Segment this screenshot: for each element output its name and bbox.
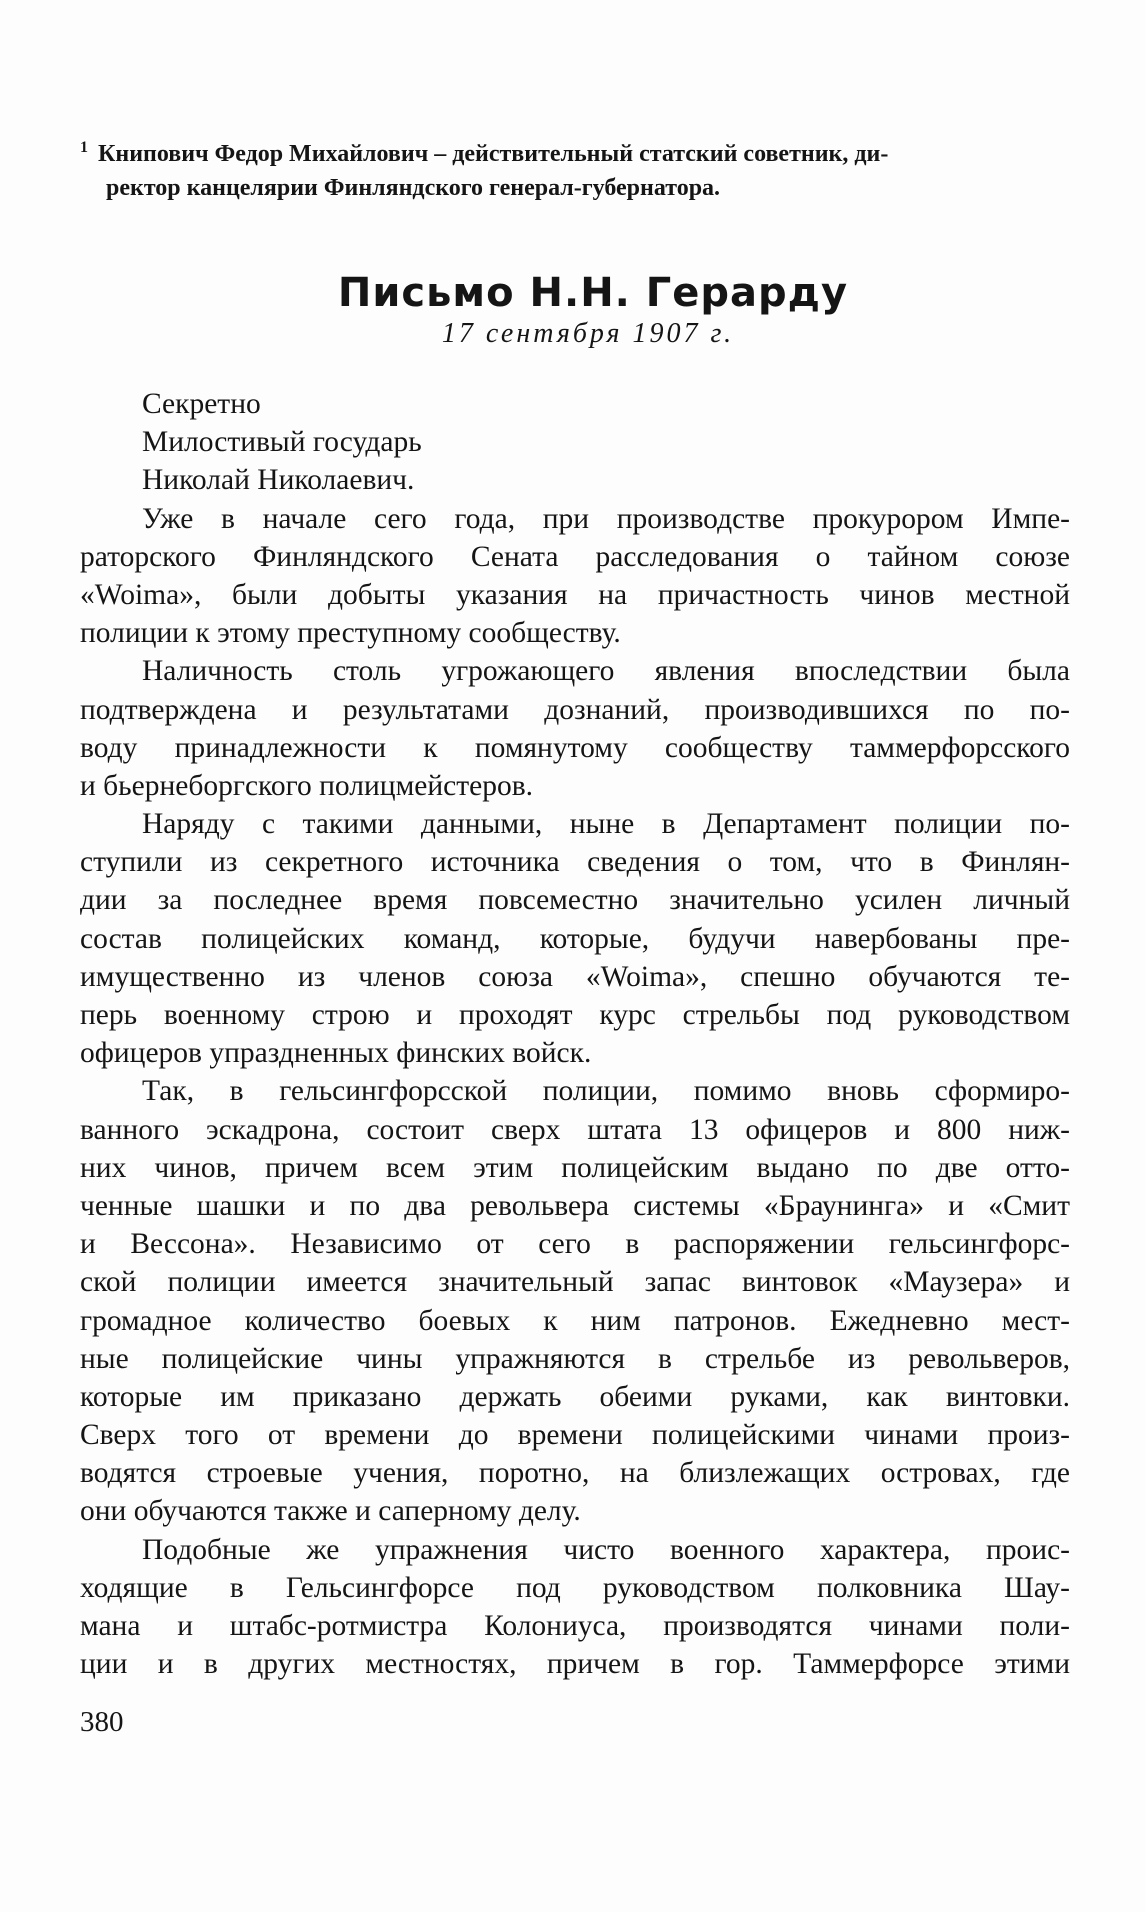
salutation-line: Секретно bbox=[142, 388, 261, 420]
text-line: ходящие в Гельсингфорсе под руководством полковника Шау- bbox=[80, 1571, 1070, 1604]
footnote-marker: 1 bbox=[80, 139, 88, 156]
letter-title: Письмо Н.Н. Герарду bbox=[337, 270, 849, 316]
text-line: «Woima», были добыты указания на причастность чинов местной bbox=[80, 578, 1070, 611]
paragraph-2 bbox=[80, 652, 1070, 805]
paragraph-3 bbox=[80, 805, 1070, 1072]
text-line: Уже в начале сего года, при производстве прокурором Импе- bbox=[142, 502, 1070, 535]
salutation-line: Милостивый государь bbox=[142, 426, 422, 459]
text-line: Наличность столь угрожающего явления впоследствии была bbox=[142, 655, 1070, 688]
paragraph-5 bbox=[80, 1531, 1070, 1684]
letter-body bbox=[80, 385, 1070, 1683]
footnote-line bbox=[80, 131, 1070, 171]
text-line: полиции к этому преступному сообществу. bbox=[80, 617, 621, 650]
text-line: Сверх того от времени до времени полицейскими чинами произ- bbox=[80, 1419, 1070, 1452]
text-line: ции и в других местностях, причем в гор. Таммерфорсе этими bbox=[80, 1648, 1070, 1681]
salutation-line: Николай Николаевич. bbox=[142, 464, 415, 497]
text-line: громадное количество боевых к ним патронов. Ежедневно мест- bbox=[80, 1304, 1070, 1337]
text-line: имущественно из членов союза «Woima», спешно обучаются те- bbox=[80, 960, 1070, 993]
footnote-line: ректор канцелярии Финляндского генерал-губернатора. bbox=[106, 175, 721, 201]
text-line: ской полиции имеется значительный запас винтовок «Маузера» и bbox=[80, 1266, 1070, 1299]
text-line: водятся строевые учения, поротно, на близлежащих островах, где bbox=[80, 1457, 1070, 1490]
text-line: мана и штабс-ротмистра Колониуса, производятся чинами поли- bbox=[80, 1610, 1070, 1642]
text-line: состав полицейских команд, которые, будучи навербованы пре- bbox=[80, 922, 1070, 955]
text-line: ченные шашки и по два револьвера системы «Браунинга» и «Смит bbox=[80, 1189, 1070, 1222]
text-line: и бьернеборгского полицмейстеров. bbox=[80, 769, 534, 802]
paragraph-1 bbox=[80, 500, 1070, 653]
text-line: которые им приказано держать обеими руками, как винтовки. bbox=[80, 1380, 1070, 1413]
text-line: раторского Финляндского Сената расследования о тайном союзе bbox=[80, 540, 1070, 573]
text-line: ные полицейские чины упражняются в стрельбе из револьверов, bbox=[80, 1342, 1070, 1375]
text-line: них чинов, причем всем этим полицейским выдано по две отто- bbox=[80, 1151, 1070, 1184]
letter-date: 17 сентября 1907 г. bbox=[441, 318, 735, 349]
text-line: ванного эскадрона, состоит сверх штата 13 офицеров и 800 ниж- bbox=[80, 1113, 1070, 1146]
text-line: Наряду с такими данными, ныне в Департамент полиции по- bbox=[142, 808, 1070, 841]
text-line: подтверждена и результатами дознаний, производившихся по по- bbox=[80, 693, 1070, 726]
footnote bbox=[80, 131, 1070, 205]
text-line: офицеров упраздненных финских войск. bbox=[80, 1037, 592, 1070]
text-line: дии за последнее время повсеместно значительно усилен личный bbox=[80, 884, 1070, 917]
page-number: 380 bbox=[80, 1706, 124, 1738]
text-line: ступили из секретного источника сведения о том, что в Финлян- bbox=[80, 846, 1070, 879]
text-line: Так, в гельсингфорсской полиции, помимо вновь сформиро- bbox=[142, 1075, 1070, 1108]
text-line: воду принадлежности к помянутому сообществу таммерфорсского bbox=[80, 731, 1070, 764]
text-line: и Вессона». Независимо от сего в распоряжении гельсингфорс- bbox=[80, 1228, 1070, 1261]
text-line: перь военному строю и проходят курс стрельбы под руководством bbox=[80, 999, 1070, 1031]
text-line: Подобные же упражнения чисто военного характера, проис- bbox=[142, 1533, 1070, 1566]
paragraph-4 bbox=[80, 1072, 1070, 1530]
footnote-text: Книпович Федор Михайлович – действительный статский советник, ди- bbox=[98, 141, 889, 167]
text-line: они обучаются также и саперному делу. bbox=[80, 1495, 581, 1528]
